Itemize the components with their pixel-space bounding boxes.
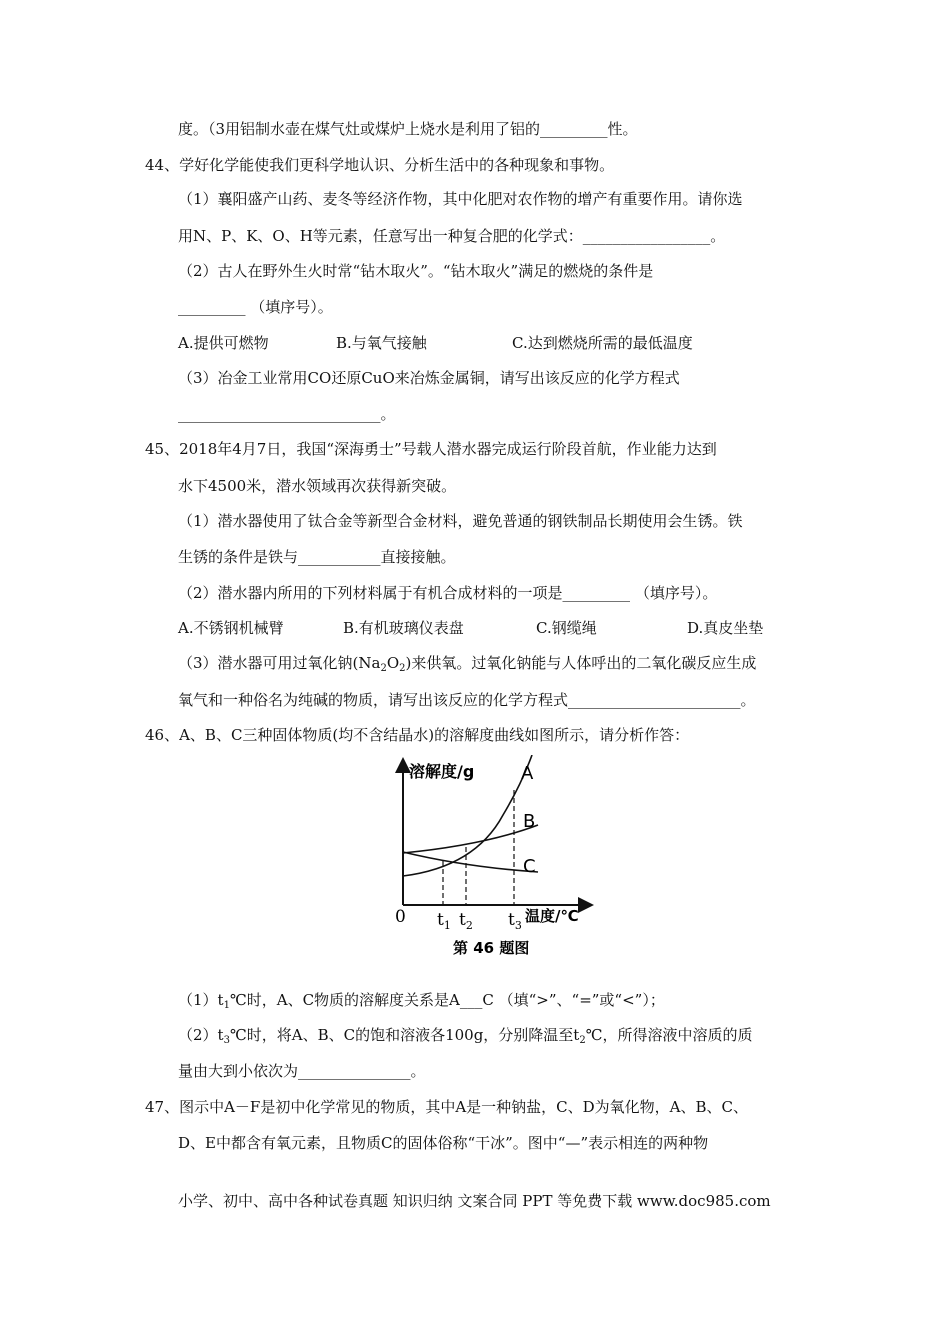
text-run: （3）潜水器可用过氧化钠(Na (178, 654, 381, 672)
text-line: （1）潜水器使用了钛合金等新型合金材料，避免普通的钢铁制品长期使用会生锈。铁 (178, 512, 743, 530)
text-line: 量由大到小依次为_______________。 (178, 1062, 426, 1080)
curve-b (403, 825, 538, 853)
text-line: 水下4500米，潜水领域再次获得新突破。 (178, 477, 457, 495)
text-run: O (386, 654, 400, 672)
option-b: B.与氧气接触 (336, 334, 427, 352)
text-run: ℃时，A、C物质的溶解度关系是A___C （填“>”、“=”或“<”）； (229, 991, 665, 1009)
text-run: ℃时，将A、B、C的饱和溶液各100g，分别降温至t (229, 1026, 580, 1044)
tick-main: t (459, 910, 466, 930)
question-44-stem: 44、学好化学能使我们更科学地认识、分析生活中的各种现象和事物。 (145, 156, 615, 174)
option-c: C.钢缆绳 (536, 619, 597, 637)
page-footer: 小学、初中、高中各种试卷真题 知识归纳 文案合同 PPT 等免费下载 www.doc985.com (178, 1192, 771, 1210)
text-run: )来供氧。过氧化钠能与人体呼出的二氧化碳反应生成 (405, 654, 757, 672)
text-line: （1）襄阳盛产山药、麦冬等经济作物，其中化肥对农作物的增产有重要作用。请你选 (178, 190, 743, 208)
tick-sub: 2 (465, 919, 473, 932)
text-line: （3）冶金工业常用CO还原CuO来冶炼金属铜，请写出该反应的化学方程式 (178, 369, 680, 387)
text-run: （2）t (178, 1026, 224, 1044)
text-line: 用N、P、K、O、H等元素，任意写出一种复合肥的化学式：_________________。 (178, 227, 726, 245)
text-run: ℃，所得溶液中溶质的质 (585, 1026, 753, 1044)
tick-main: t (437, 910, 444, 930)
option-c: C.达到燃烧所需的最低温度 (512, 334, 693, 352)
tick-t2 (459, 910, 473, 932)
curve-c (403, 852, 538, 872)
subscript: 2 (380, 663, 387, 674)
question-46-stem: 46、A、B、C三种固体物质(均不含结晶水)的溶解度曲线如图所示，请分析作答： (145, 726, 690, 744)
text-line: （2）潜水器内所用的下列材料属于有机合成材料的一项是_________ （填序号）。 (178, 584, 718, 602)
y-axis-label: 溶解度/g (409, 762, 475, 781)
solubility-curve-figure (395, 755, 595, 970)
curve-c-label: C (523, 856, 536, 877)
subscript: 2 (579, 1035, 586, 1046)
option-b: B.有机玻璃仪表盘 (343, 619, 464, 637)
text-line (178, 653, 756, 679)
text-line: D、E中都含有氧元素，且物质C的固体俗称“干冰”。图中“—”表示相连的两种物 (178, 1134, 709, 1152)
figure-caption: 第 46 题图 (453, 939, 530, 957)
question-45-stem: 45、2018年4月7日，我国“深海勇士”号载人潜水器完成运行阶段首航，作业能力达到 (145, 440, 717, 458)
subscript: 2 (399, 663, 406, 674)
text-line: _________ （填序号）。 (178, 298, 333, 316)
curve-a-label: A (521, 763, 534, 784)
text-run: （1）t (178, 991, 224, 1009)
text-line: 度。（3用铝制水壶在煤气灶或煤炉上烧水是利用了铝的_________性。 (178, 120, 638, 138)
text-line: （2）古人在野外生火时常“钻木取火”。“钻木取火”满足的燃烧的条件是 (178, 262, 654, 280)
text-line: 生锈的条件是铁与___________直接接触。 (178, 548, 456, 566)
x-axis-label: 温度/℃ (525, 907, 579, 925)
tick-sub: 3 (514, 919, 522, 932)
subscript: 3 (223, 1035, 230, 1046)
subscript: 1 (223, 1000, 230, 1011)
tick-main: t (508, 910, 515, 930)
tick-sub: 1 (443, 919, 451, 932)
text-line (178, 990, 665, 1016)
curve-b-label: B (523, 811, 536, 832)
tick-t1 (437, 910, 451, 932)
text-line: ___________________________。 (178, 405, 396, 423)
origin-label: 0 (395, 907, 406, 927)
tick-t3 (508, 910, 522, 932)
option-d: D.真皮坐垫 (687, 619, 764, 637)
option-a: A.提供可燃物 (178, 334, 269, 352)
text-line (178, 1025, 752, 1051)
text-line: 氧气和一种俗名为纯碱的物质，请写出该反应的化学方程式_______________________。 (178, 691, 756, 709)
option-a: A.不锈钢机械臂 (178, 619, 284, 637)
question-47-stem: 47、图示中A－F是初中化学常见的物质，其中A是一种钠盐，C、D为氧化物，A、B、C、 (145, 1098, 748, 1116)
